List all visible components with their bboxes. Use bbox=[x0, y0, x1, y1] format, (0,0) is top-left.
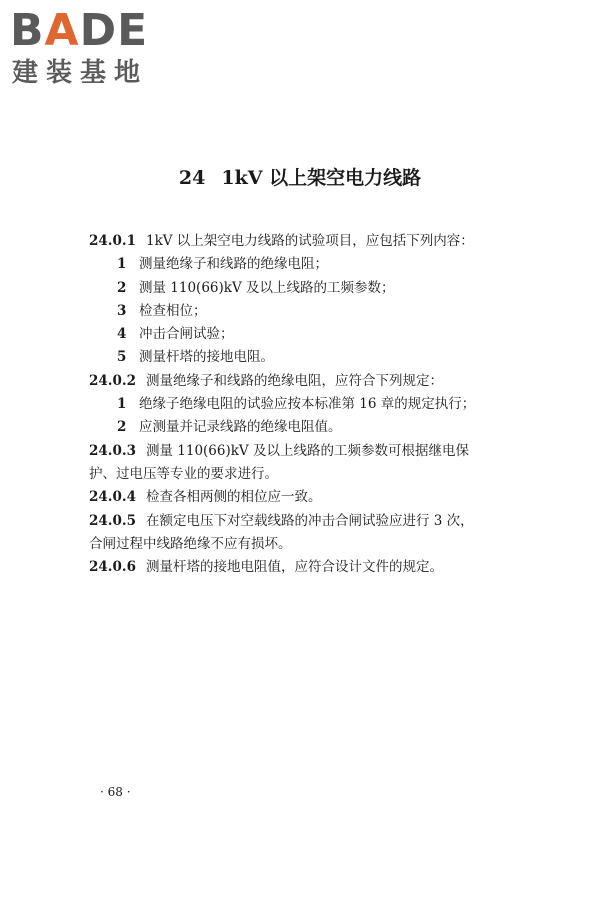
watermark-logo bbox=[10, 5, 175, 90]
clause bbox=[89, 556, 509, 579]
page-number: · 68 · bbox=[100, 785, 131, 799]
clause-text: 测量绝缘子和线路的绝缘电阻，应符合下列规定： bbox=[145, 372, 443, 389]
clause-number: 24.0.1 bbox=[89, 233, 136, 249]
clause bbox=[89, 370, 509, 393]
clause-text: 测量 110(66)kV 及以上线路的工频参数可根据继电保 bbox=[145, 442, 469, 459]
clause-number: 24.0.3 bbox=[89, 442, 136, 459]
clause-continuation: 护、过电压等专业的要求进行。 bbox=[89, 465, 278, 482]
item-text: 绝缘子绝缘电阻的试验应按本标准第 16 章的规定执行； bbox=[139, 396, 476, 413]
list-item bbox=[89, 416, 509, 439]
logo-accent-letter: A bbox=[44, 5, 80, 56]
item-number: 3 bbox=[117, 302, 127, 319]
clause bbox=[89, 440, 509, 463]
item-text: 冲击合闸试验； bbox=[139, 326, 234, 343]
clause-number: 24.0.5 bbox=[89, 512, 136, 529]
clause-text: 测量杆塔的接地电阻值，应符合设计文件的规定。 bbox=[145, 559, 443, 576]
clause-number: 24.0.2 bbox=[89, 372, 136, 389]
list-item bbox=[89, 253, 509, 276]
list-item bbox=[89, 323, 509, 346]
chapter-number: 24 bbox=[178, 167, 206, 189]
chapter-title-text: 1kV 以上架空电力线路 bbox=[221, 167, 422, 189]
clause bbox=[89, 230, 509, 253]
item-number: 1 bbox=[117, 396, 127, 413]
item-number: 1 bbox=[117, 256, 127, 273]
list-item bbox=[89, 346, 509, 369]
item-text: 测量 110(66)kV 及以上线路的工频参数； bbox=[139, 279, 395, 296]
item-number: 2 bbox=[117, 419, 127, 436]
clause-text: 1kV 以上架空电力线路的试验项目，应包括下列内容： bbox=[145, 233, 474, 249]
watermark-brand-text: BADE bbox=[10, 5, 149, 56]
chapter-title bbox=[0, 164, 600, 192]
item-text: 检查相位； bbox=[139, 302, 207, 319]
clause bbox=[89, 486, 509, 509]
list-item bbox=[89, 277, 509, 300]
clause-number: 24.0.4 bbox=[89, 489, 136, 506]
item-number: 5 bbox=[117, 349, 127, 366]
item-text: 应测量并记录线路的绝缘电阻值。 bbox=[139, 419, 342, 436]
clause-number: 24.0.6 bbox=[89, 559, 136, 576]
clause-text: 在额定电压下对空载线路的冲击合闸试验应进行 3 次， bbox=[145, 512, 474, 529]
list-item bbox=[89, 300, 509, 323]
item-text: 测量杆塔的接地电阻。 bbox=[139, 349, 274, 366]
document-body bbox=[89, 230, 509, 579]
item-number: 4 bbox=[117, 326, 127, 343]
clause-continuation: 合闸过程中线路绝缘不应有损坏。 bbox=[89, 535, 292, 552]
clause-text: 检查各相两侧的相位应一致。 bbox=[145, 489, 322, 506]
watermark-sub-text: 建装基地 bbox=[12, 58, 149, 88]
list-item bbox=[89, 393, 509, 416]
watermark-brand-text bbox=[10, 5, 149, 56]
clause bbox=[89, 510, 509, 533]
item-number: 2 bbox=[117, 279, 127, 296]
item-text: 测量绝缘子和线路的绝缘电阻； bbox=[139, 256, 328, 273]
